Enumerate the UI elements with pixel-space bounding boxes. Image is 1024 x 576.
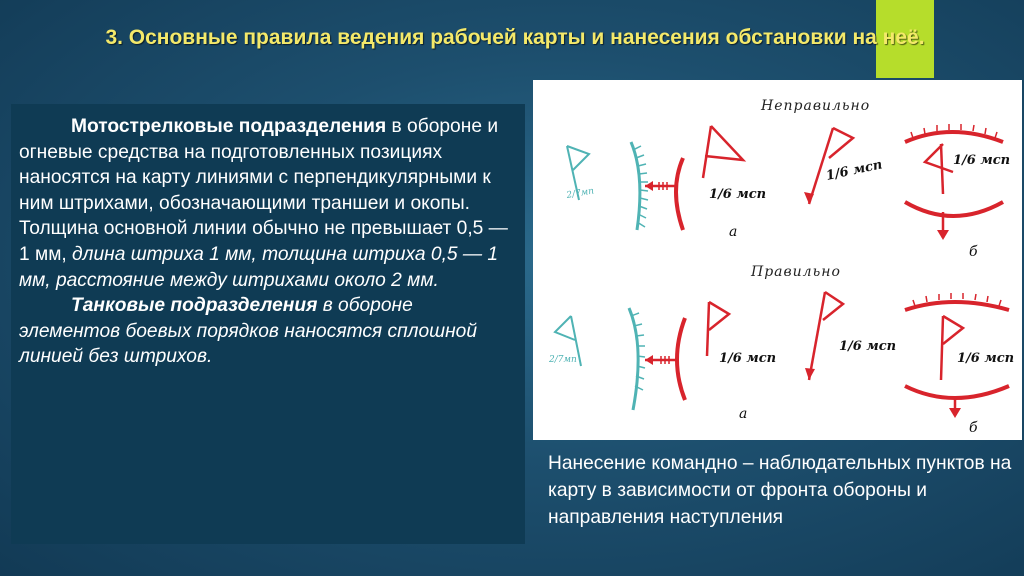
label-a-top: а: [729, 224, 738, 240]
motorized-italic-text: длина штриха 1 мм, толщина штриха 0,5 — 1 мм, расстояние между штрихами около 2 мм.: [19, 243, 499, 291]
teal-trench-bottom: [629, 308, 638, 410]
unit-label-top-2: 1/6 мсп: [824, 157, 884, 184]
red-bracket-bottom-top: [905, 202, 1003, 216]
tank-text: в обороне элементов боевых порядков наносятся сплошной линией без штрихов.: [19, 295, 477, 368]
red-arc-top: [905, 132, 1003, 142]
figure-diagram: [533, 80, 1022, 440]
red-bracket-top: [676, 158, 683, 230]
unit-label-bottom-2: 1/6 мсп: [839, 339, 897, 354]
command-post-figure: [533, 80, 1022, 440]
motorized-heading: Мотострелковые подразделения: [71, 116, 387, 137]
red-flag-top-3: [925, 144, 953, 194]
wrong-row: [565, 124, 1010, 260]
label-wrong: Неправильно: [761, 98, 871, 114]
small-label-bottom: 2/7мп: [549, 355, 577, 365]
paragraph-tank: [19, 293, 515, 370]
red-bracket-bottom-bottom: [905, 386, 1009, 398]
red-bracket-bottom: [677, 318, 685, 400]
motorized-text: в обороне и огневые средства на подготовленных позициях наносятся на карту линиями с перпендикулярными к ним штрихами, обозначающими траншеи и окопы. Толщина основной линии обычно не превышает 0,5 — 1 мм,: [19, 116, 508, 265]
label-b-bottom: б: [969, 420, 978, 436]
unit-label-bottom-3: 1/6 мсп: [957, 351, 1015, 366]
red-flag-top-1: [703, 126, 743, 178]
unit-label-top-3: 1/6 мсп: [953, 153, 1011, 168]
paragraph-motorized: [19, 114, 515, 293]
correct-row: [548, 292, 1014, 436]
main-text-box: [11, 104, 525, 544]
teal-trench-top: [631, 142, 640, 230]
unit-label-bottom-1: 1/6 мсп: [719, 351, 777, 366]
red-flag-bottom-1: [707, 302, 729, 356]
label-b-top: б: [969, 244, 978, 260]
tank-heading: Танковые подразделения: [71, 295, 318, 317]
unit-label-top-1: 1/6 мсп: [709, 187, 767, 202]
label-right: Правильно: [751, 264, 841, 280]
label-a-bottom: а: [739, 406, 748, 422]
red-arc-bottom: [905, 302, 1009, 310]
figure-caption: Нанесение командно – наблюдательных пунктов на карту в зависимости от фронта обороны и направления наступления: [548, 453, 1012, 528]
red-flag-bottom-2: [809, 292, 843, 380]
small-label-top: 2/7мп: [565, 186, 595, 201]
slide-title: 3. Основные правила ведения рабочей карты и нанесения обстановки на неё.: [105, 26, 925, 49]
red-arrow-top-2: [804, 192, 814, 204]
red-flag-bottom-3: [941, 316, 963, 380]
